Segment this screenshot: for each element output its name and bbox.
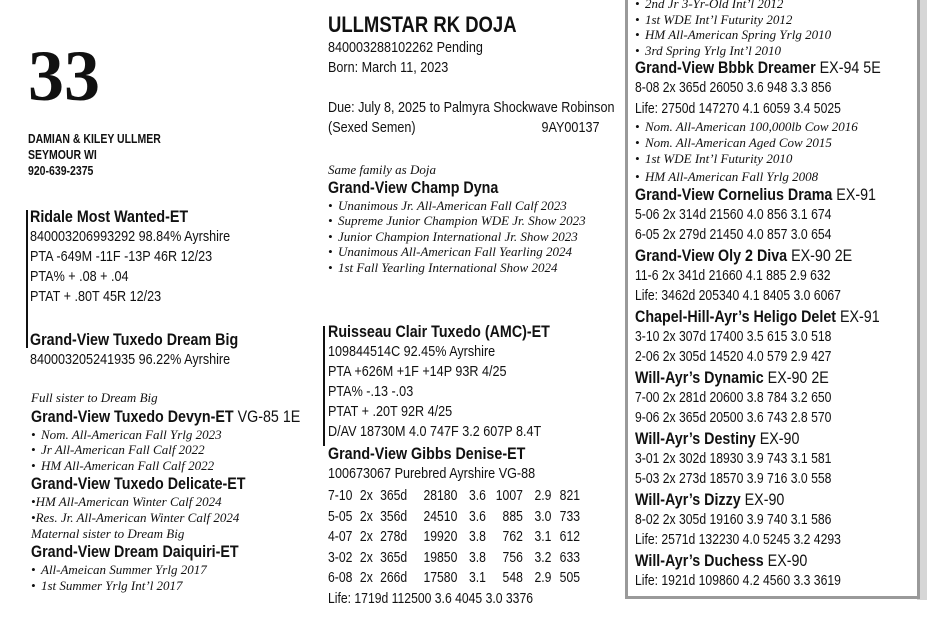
- dizzy-block: [635, 490, 881, 551]
- dynamic-block: [635, 368, 881, 429]
- sire-line: 840003206993292 98.84% Ayrshire: [30, 228, 231, 245]
- honor-item: •HM All-American Winter Calf 2024: [31, 494, 222, 510]
- due-code: 9AY00137: [541, 119, 600, 136]
- record-cell: 3.0: [534, 508, 552, 525]
- heligo-block: [635, 307, 881, 368]
- sire-name: Ridale Most Wanted-ET: [30, 207, 189, 226]
- bbbk-record: 8-08 2x 365d 26050 3.6 948 3.3 856: [635, 80, 832, 97]
- lot-number: 33: [28, 36, 100, 116]
- honor-item: • Unanimous Jr. All-American Fall Calf 2023: [328, 197, 567, 213]
- consignor-name: DAMIAN & KILEY ULLMER: [28, 132, 161, 146]
- duchess-heading: Will-Ayr’s Duchess EX-90: [635, 550, 808, 570]
- honor-item: • HM All-American Spring Yrlg 2010: [635, 27, 832, 43]
- devyn-score: VG-85 1E: [233, 406, 301, 426]
- animal-reg: 840003288102262 Pending: [328, 39, 483, 56]
- record-cell: 548: [502, 570, 523, 586]
- record-cell: 356d: [380, 508, 408, 525]
- record-cell: 3.8: [468, 549, 486, 566]
- honor-item: • Nom. All-American Fall Yrlg 2023: [31, 426, 222, 442]
- dynamic-record: 9-06 2x 365d 20500 3.6 743 2.8 570: [635, 410, 832, 427]
- record-cell: 266d: [380, 570, 408, 586]
- sire-line: PTA% + .08 + .04: [30, 268, 129, 285]
- destiny-record: 3-01 2x 302d 18930 3.9 743 3.1 581: [635, 450, 832, 467]
- daiquiri-name: Grand-View Dream Daiquiri-ET: [31, 542, 239, 562]
- honor-item: • Jr All-American Fall Calf 2022: [31, 442, 205, 458]
- record-cell: 3.6: [468, 508, 486, 525]
- animal-name: ULLMSTAR RK DOJA: [328, 12, 517, 37]
- dam-name: Grand-View Tuxedo Dream Big: [30, 330, 239, 349]
- honor-item: • 1st Fall Yearling International Show 2024: [328, 259, 558, 275]
- heligo-record: 3-10 2x 307d 17400 3.5 615 3.0 518: [635, 328, 832, 345]
- honor-item: • Junior Champion International Jr. Show 2023: [328, 228, 578, 244]
- record-cell: 3.6: [468, 488, 486, 504]
- record-cell: 505: [559, 570, 580, 586]
- sire-line: PTAT + .80T 45R 12/23: [30, 288, 162, 305]
- record-cell: 2x: [359, 508, 373, 525]
- record-cell: 28180: [423, 488, 458, 504]
- due-date: Due: July 8, 2025 to Palmyra Shockwave Robinson: [328, 99, 615, 116]
- consignor: [28, 131, 161, 179]
- left-family: [31, 390, 352, 593]
- record-cell: 278d: [380, 529, 408, 545]
- bbbk-heading: Grand-View Bbbk Dreamer EX-94 5E: [635, 58, 881, 78]
- family-note: Maternal sister to Dream Big: [31, 525, 185, 541]
- dyna-name: Grand-View Champ Dyna: [328, 177, 499, 197]
- dynamic-record: 7-00 2x 281d 20600 3.8 784 3.2 650: [635, 389, 832, 406]
- honor-item: •Res. Jr. All-American Winter Calf 2024: [31, 509, 240, 525]
- record-cell: 885: [502, 508, 523, 525]
- cornelius-block: [635, 185, 881, 246]
- record-cell: 4-07: [328, 529, 353, 545]
- honor-item: • 1st Summer Yrlg Int’l 2017: [31, 577, 183, 593]
- granddam-name: Grand-View Gibbs Denise-ET: [328, 444, 526, 463]
- record-cell: 762: [502, 529, 523, 545]
- record-cell: 17580: [423, 570, 458, 586]
- record-row: [328, 486, 583, 507]
- honor-item: • HM All-American Fall Yrlg 2008: [635, 169, 819, 185]
- record-cell: 5-05: [328, 508, 353, 525]
- record-cell: 7-10: [328, 488, 353, 504]
- cornelius-heading: Grand-View Cornelius Drama EX-91: [635, 184, 877, 204]
- mgs-line: PTA +626M +1F +14P 93R 4/25: [328, 363, 507, 380]
- destiny-block: [635, 429, 881, 490]
- record-cell: 733: [559, 508, 580, 525]
- record-cell: 2x: [359, 529, 373, 545]
- granddam-block: [328, 444, 583, 609]
- mgs-block: [328, 322, 550, 442]
- record-cell: 3.8: [468, 529, 486, 545]
- consignor-phone: 920-639-2375: [28, 164, 94, 178]
- consignor-location: SEYMOUR WI: [28, 148, 97, 162]
- bbbk-block: [635, 58, 881, 119]
- destiny-heading: Will-Ayr’s Destiny EX-90: [635, 428, 800, 448]
- mgs-line: PTAT + .20T 92R 4/25: [328, 403, 453, 420]
- granddam-records: [328, 486, 583, 589]
- dam-block: [30, 330, 238, 370]
- honor-item: • Nom. All-American 100,000lb Cow 2016: [635, 119, 858, 135]
- right-panel: [635, 0, 928, 591]
- granddam-life: Life: 1719d 112500 3.6 4045 3.0 3376: [328, 590, 533, 607]
- dynamic-heading: Will-Ayr’s Dynamic EX-90 2E: [635, 367, 829, 387]
- dam-reg: 840003205241935 96.22% Ayrshire: [30, 351, 231, 368]
- record-cell: 3.1: [534, 529, 552, 545]
- honor-item: • Unanimous All-American Fall Yearling 2024: [328, 244, 572, 260]
- granddam-reg: 100673067 Purebred Ayrshire VG-88: [328, 465, 536, 482]
- due-semen: (Sexed Semen) 9AY00137: [328, 119, 600, 136]
- record-row: [328, 548, 583, 569]
- pedigree-bracket: [323, 326, 325, 446]
- honor-item: • 1st WDE Int’l Futurity 2010: [635, 150, 793, 166]
- animal-born: Born: March 11, 2023: [328, 59, 449, 76]
- oly-life: Life: 3462d 205340 4.1 8405 3.0 6067: [635, 288, 841, 305]
- record-cell: 365d: [380, 488, 408, 504]
- honor-item: • Nom. All-American Aged Cow 2015: [635, 134, 832, 150]
- record-cell: 821: [559, 488, 580, 504]
- record-cell: 19850: [423, 549, 458, 566]
- record-row: [328, 568, 583, 589]
- mgs-line: D/AV 18730M 4.0 747F 3.2 607P 8.4T: [328, 423, 542, 440]
- dizzy-record: 8-02 2x 305d 19160 3.9 740 3.1 586: [635, 511, 832, 528]
- record-cell: 3-02: [328, 549, 353, 566]
- mgs-line: PTA% -.13 -.03: [328, 383, 414, 400]
- heligo-heading: Chapel-Hill-Ayr’s Heligo Delet EX-91: [635, 306, 880, 326]
- dizzy-life: Life: 2571d 132230 4.0 5245 3.2 4293: [635, 532, 841, 549]
- honor-item: • 3rd Spring Yrlg Int’l 2010: [635, 42, 782, 58]
- honor-item: • 2nd Jr 3-Yr-Old Int’l 2012: [635, 0, 784, 11]
- family-note: Same family as Doja: [328, 162, 436, 177]
- record-cell: 756: [502, 549, 523, 566]
- record-cell: 1007: [495, 488, 523, 504]
- honor-item: • All-Ameican Summer Yrlg 2017: [31, 562, 207, 578]
- honor-item: • 1st WDE Int’l Futurity 2012: [635, 11, 793, 27]
- animal-block: [328, 12, 517, 78]
- oly-block: [635, 246, 881, 307]
- record-cell: 3.1: [468, 570, 486, 586]
- mgs-line: 109844514C 92.45% Ayrshire: [328, 343, 496, 360]
- record-cell: 2x: [359, 488, 373, 504]
- record-cell: 24510: [423, 508, 458, 525]
- honor-item: • HM All-American Fall Calf 2022: [31, 457, 215, 473]
- record-cell: 2.9: [534, 488, 552, 504]
- bbbk-life: Life: 2750d 147270 4.1 6059 3.4 5025: [635, 100, 841, 117]
- mgs-name: Ruisseau Clair Tuxedo (AMC)-ET: [328, 322, 550, 341]
- sire-block: [30, 207, 230, 307]
- honor-item: • Supreme Junior Champion WDE Jr. Show 2023: [328, 213, 586, 229]
- record-cell: 3.2: [534, 549, 552, 566]
- record-cell: 2x: [359, 549, 373, 566]
- family-note: Full sister to Dream Big: [31, 390, 158, 405]
- record-cell: 2x: [359, 570, 373, 586]
- oly-heading: Grand-View Oly 2 Diva EX-90 2E: [635, 245, 853, 265]
- record-cell: 6-08: [328, 570, 353, 586]
- dizzy-heading: Will-Ayr’s Dizzy EX-90: [635, 489, 785, 509]
- duchess-life: Life: 1921d 109860 4.2 4560 3.3 3619: [635, 572, 841, 589]
- record-cell: 19920: [423, 529, 458, 545]
- duchess-block: [635, 551, 881, 592]
- record-row: [328, 507, 583, 528]
- heligo-record: 2-06 2x 305d 14520 4.0 579 2.9 427: [635, 349, 832, 366]
- cornelius-record: 5-06 2x 314d 21560 4.0 856 3.1 674: [635, 206, 832, 223]
- record-cell: 365d: [380, 549, 408, 566]
- record-cell: 633: [559, 549, 580, 566]
- record-cell: 2.9: [534, 570, 552, 586]
- record-row: [328, 527, 583, 548]
- devyn-name: Grand-View Tuxedo Devyn-ET: [31, 406, 234, 426]
- cornelius-record: 6-05 2x 279d 21450 4.0 857 3.0 654: [635, 227, 832, 244]
- record-cell: 612: [559, 529, 580, 545]
- middle-family: [328, 162, 586, 276]
- devyn-heading: [31, 407, 300, 427]
- due-info: [328, 98, 614, 138]
- pedigree-bracket: [26, 210, 28, 348]
- sire-line: PTA -649M -11F -13P 46R 12/23: [30, 248, 213, 265]
- oly-record: 11-6 2x 341d 21660 4.1 885 2.9 632: [635, 267, 831, 284]
- destiny-record: 5-03 2x 273d 18570 3.9 716 3.0 558: [635, 471, 832, 488]
- delicate-name: Grand-View Tuxedo Delicate-ET: [31, 474, 246, 494]
